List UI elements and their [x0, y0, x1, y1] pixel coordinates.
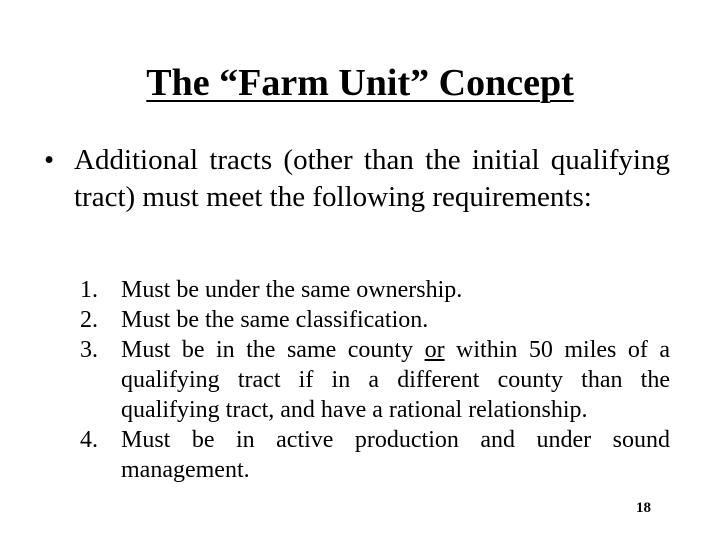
emphasis-or: or	[424, 337, 445, 363]
requirement-item	[80, 275, 670, 305]
requirement-text	[121, 335, 670, 425]
bullet-dot: •	[44, 144, 55, 176]
page-number: 18	[636, 500, 651, 516]
requirement-number: 3.	[80, 337, 98, 363]
requirement-number: 2.	[80, 307, 98, 333]
bullet-text: Additional tracts (other than the initial qualifying tract) must meet the following requirements:	[74, 144, 670, 213]
requirement-item	[80, 305, 670, 335]
requirement-text-part: Must be in the same county	[121, 337, 425, 363]
requirement-text-part: within 50 miles of a qualifying tract if in a different county than the qualifying tract, and have a rational relationship.	[121, 337, 670, 423]
requirement-item	[80, 425, 670, 485]
requirement-number: 4.	[80, 427, 98, 453]
requirements-list	[80, 275, 670, 485]
slide-title: The “Farm Unit” Concept	[146, 62, 574, 104]
requirement-number: 1.	[80, 277, 98, 303]
requirement-text: Must be the same classification.	[121, 307, 429, 333]
main-bullet	[44, 142, 670, 216]
requirement-item	[80, 335, 670, 425]
requirement-text: Must be under the same ownership.	[121, 277, 463, 303]
requirement-text: Must be in active production and under sound management.	[121, 427, 670, 483]
